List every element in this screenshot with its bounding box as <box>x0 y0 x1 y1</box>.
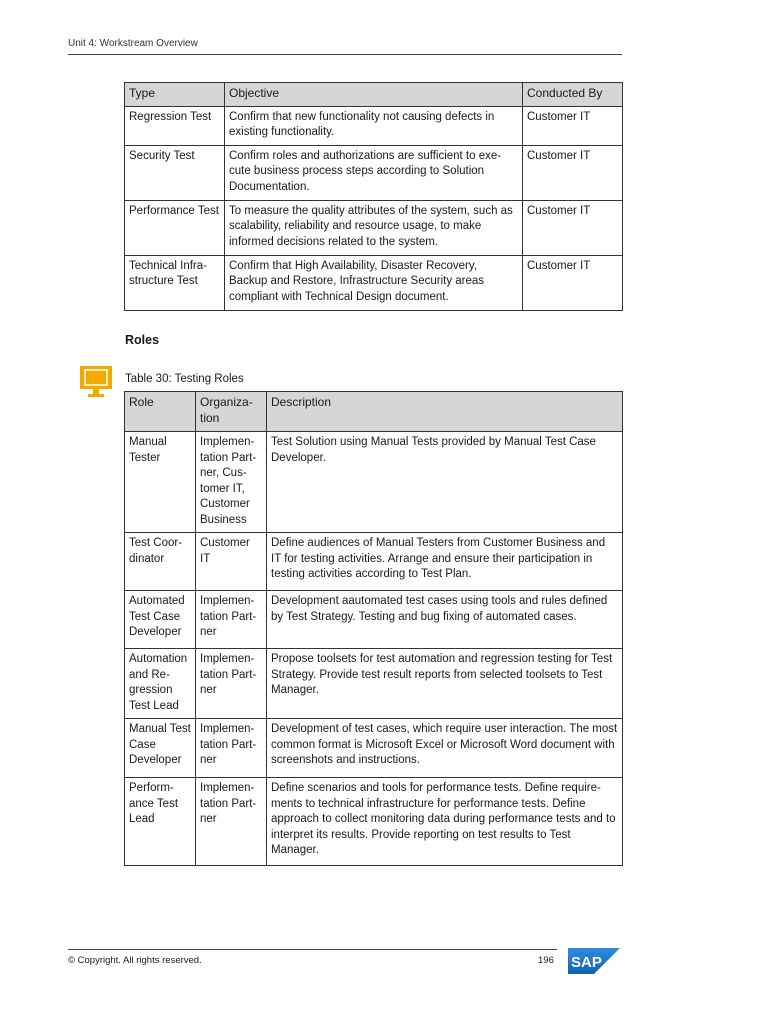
cell-objective: To measure the quality attributes of the system, such as scalability, reliability and resource usage, to make informed decisions related to the system. <box>225 200 523 255</box>
table-row <box>125 255 623 310</box>
footer-divider <box>68 949 557 950</box>
table-row <box>125 432 623 533</box>
monitor-icon <box>80 366 112 398</box>
cell-type: Security Test <box>125 145 225 200</box>
cell-conducted-by: Customer IT <box>523 106 623 145</box>
table-row <box>125 649 623 719</box>
svg-text:SAP: SAP <box>571 954 602 971</box>
table-caption: Table 30: Testing Roles <box>125 373 244 385</box>
svg-text:®: ® <box>604 968 609 974</box>
column-header-role: Role <box>125 392 196 432</box>
column-header-conducted-by: Conducted By <box>523 83 623 107</box>
copyright-text: © Copyright. All rights reserved. <box>68 955 202 966</box>
column-header-objective: Objective <box>225 83 523 107</box>
cell-organization: Implementation Partner <box>196 719 267 778</box>
testing-roles-table <box>124 391 623 866</box>
page-header: Unit 4: Workstream Overview <box>68 38 622 55</box>
cell-type: Performance Test <box>125 200 225 255</box>
table-row <box>125 591 623 649</box>
cell-organization: Implementation Partner <box>196 591 267 649</box>
cell-description: Development of test cases, which require user interaction. The most common format is Microsoft Excel or Microsoft Word document with screenshots and instructions. <box>267 719 623 778</box>
sap-logo <box>568 948 620 974</box>
table-row <box>125 533 623 591</box>
cell-conducted-by: Customer IT <box>523 255 623 310</box>
cell-description: Define scenarios and tools for performance tests. Define requirements to technical infrastructure for performance tests. Define approach to collect monitoring data during performance tests and to interpret its results. Provide reporting on test results to Test Manager. <box>267 778 623 866</box>
table-row <box>125 200 623 255</box>
page-number: 196 <box>538 955 554 966</box>
cell-conducted-by: Customer IT <box>523 200 623 255</box>
cell-description: Propose toolsets for test automation and regression testing for Test Strategy. Provide test result reports from selected toolsets to Test Manager. <box>267 649 623 719</box>
cell-organization: Implementation Partner <box>196 649 267 719</box>
cell-conducted-by: Customer IT <box>523 145 623 200</box>
cell-role: Automated Test Case Developer <box>125 591 196 649</box>
roles-heading: Roles <box>125 333 160 347</box>
cell-role: Manual Tester <box>125 432 196 533</box>
table-row <box>125 778 623 866</box>
cell-organization: Customer IT <box>196 533 267 591</box>
cell-type: Technical Infrastructure Test <box>125 255 225 310</box>
table-header-row <box>125 83 623 107</box>
table-row <box>125 145 623 200</box>
column-header-type: Type <box>125 83 225 107</box>
cell-role: Manual Test Case Developer <box>125 719 196 778</box>
test-types-table <box>124 82 623 311</box>
cell-type: Regression Test <box>125 106 225 145</box>
table-header-row <box>125 392 623 432</box>
cell-organization: Implementation Partner <box>196 778 267 866</box>
cell-description: Test Solution using Manual Tests provided by Manual Test Case Developer. <box>267 432 623 533</box>
cell-objective: Confirm that new functionality not causing defects in existing functionality. <box>225 106 523 145</box>
cell-objective: Confirm that High Availability, Disaster Recovery, Backup and Restore, Infrastructure Security areas compliant with Technical Design document. <box>225 255 523 310</box>
table-row <box>125 719 623 778</box>
column-header-description: Description <box>267 392 623 432</box>
cell-description: Define audiences of Manual Testers from Customer Business and IT for testing activities. Arrange and ensure their participation in testing activities according to Test Plan. <box>267 533 623 591</box>
cell-objective: Confirm roles and authorizations are sufficient to execute business process steps according to Solution Documentation. <box>225 145 523 200</box>
column-header-organization: Organization <box>196 392 267 432</box>
cell-role: Test Coordinator <box>125 533 196 591</box>
cell-organization: Implementation Partner, Customer IT, Customer Business <box>196 432 267 533</box>
cell-role: Automation and Regression Test Lead <box>125 649 196 719</box>
cell-description: Development aautomated test cases using tools and rules defined by Test Strategy. Testing and bug fixing of automated cases. <box>267 591 623 649</box>
table-row <box>125 106 623 145</box>
cell-role: Performance Test Lead <box>125 778 196 866</box>
